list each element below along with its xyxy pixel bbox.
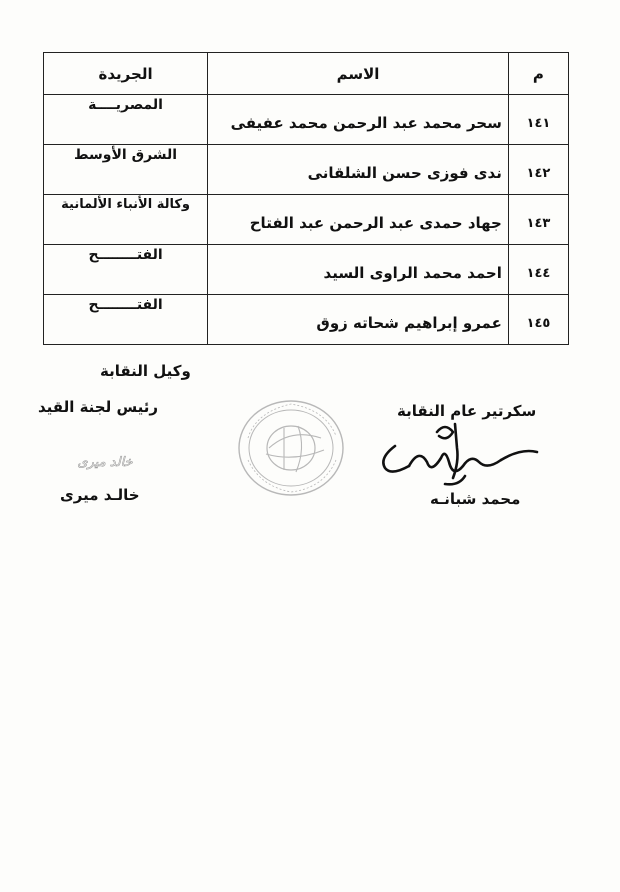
table-header-row	[44, 53, 569, 95]
row-name: جهاد حمدى عبد الرحمن عبد الفتاح	[208, 195, 509, 245]
name-stamp-text: خالد ميرى	[77, 455, 133, 470]
row-newspaper: الفتــــــــح	[44, 245, 208, 295]
row-number: ١٤٣	[508, 195, 568, 245]
handwritten-signature-icon	[375, 418, 545, 496]
table-row	[44, 145, 569, 195]
row-newspaper: الفتــــــــح	[44, 295, 208, 345]
row-newspaper: وكالة الأنباء الألمانية	[44, 195, 208, 245]
row-name: احمد محمد الراوى السيد	[208, 245, 509, 295]
row-number: ١٤٤	[508, 245, 568, 295]
table-row	[44, 295, 569, 345]
row-newspaper: المصريــــة	[44, 95, 208, 145]
name-stamp	[60, 450, 150, 472]
table-row	[44, 245, 569, 295]
members-table	[43, 52, 569, 345]
header-number: م	[508, 53, 568, 95]
header-newspaper: الجريدة	[44, 53, 208, 95]
deputy-name: خالـد ميرى	[60, 486, 140, 504]
header-name: الاسم	[208, 53, 509, 95]
row-number: ١٤٥	[508, 295, 568, 345]
registration-committee-title: رئيس لجنة القيد	[38, 398, 159, 416]
row-name: سحر محمد عبد الرحمن محمد عفيفى	[208, 95, 509, 145]
row-number: ١٤١	[508, 95, 568, 145]
table-row	[44, 195, 569, 245]
table-row	[44, 95, 569, 145]
secretary-general-name: محمد شبانـه	[430, 490, 521, 508]
row-newspaper: الشرق الأوسط	[44, 145, 208, 195]
deputy-title: وكيل النقابة	[100, 362, 191, 380]
secretary-general-title: سكرتير عام النقابة	[397, 402, 537, 420]
row-name: عمرو إبراهيم شحاته زوق	[208, 295, 509, 345]
syndicate-seal-icon	[236, 398, 346, 498]
row-name: ندى فوزى حسن الشلقانى	[208, 145, 509, 195]
row-number: ١٤٢	[508, 145, 568, 195]
